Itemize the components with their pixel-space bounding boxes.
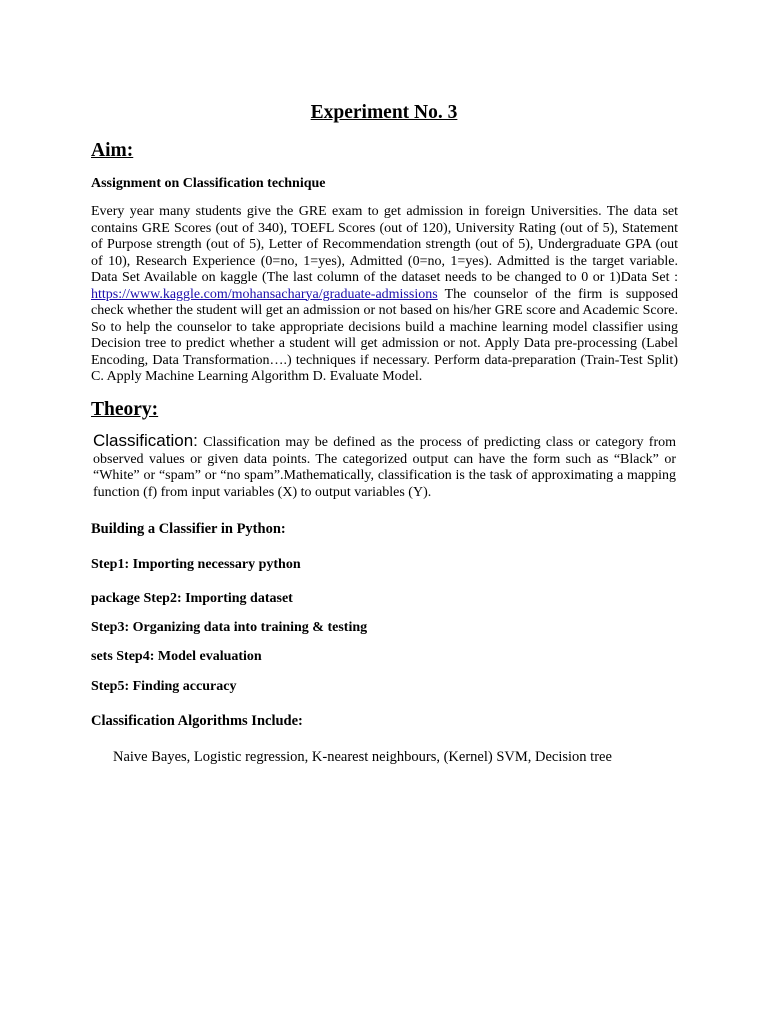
aim-text-before-link: Every year many students give the GRE exam to get admission in foreign Universities. The data set contains GRE Scores (out of 340), TOEFL Scores (out of 120), University Rating (out of 5), Statement of Purpose strength (out of 5), Letter of Recommendation strength (out of 5), Undergraduate GPA (out of 10), Research Experience (0=no, 1=yes), Admitted (0=no, 1=yes). Admitted is the target variable. Data Set Available on kaggle (The last column of the dataset needs to be changed to 0 or 1)Data Set : xyxy=(91,204,678,285)
aim-paragraph xyxy=(91,204,678,386)
step-line-2: package Step2: Importing dataset xyxy=(91,591,293,606)
step-line-1: Step1: Importing necessary python xyxy=(91,557,301,572)
step-line-5: Step5: Finding accuracy xyxy=(91,679,237,694)
classification-definition: Classification may be defined as the process of predicting class or category from observed values or given data points. The categorized output can have the form such as “Black” or “White” or “spam” or “no spam”.Mathematically, classification is the task of approximating a mapping function (f) from input variables (X) to output variables (Y). xyxy=(93,435,676,500)
step-line-4: sets Step4: Model evaluation xyxy=(91,649,262,664)
aim-subheading: Assignment on Classification technique xyxy=(91,176,326,191)
aim-heading: Aim: xyxy=(91,140,134,161)
document-title: Experiment No. 3 xyxy=(310,102,458,123)
classification-term: Classification: xyxy=(93,431,198,450)
algorithms-list: Naive Bayes, Logistic regression, K-nearest neighbours, (Kernel) SVM, Decision tree xyxy=(113,749,612,765)
kaggle-dataset-link[interactable]: https://www.kaggle.com/mohansacharya/graduate-admissions xyxy=(91,286,438,302)
algorithms-heading: Classification Algorithms Include: xyxy=(91,713,303,729)
building-classifier-heading: Building a Classifier in Python: xyxy=(91,521,286,537)
theory-heading: Theory: xyxy=(91,399,159,420)
step-line-3: Step3: Organizing data into training & testing xyxy=(91,620,368,635)
classification-paragraph xyxy=(93,433,676,501)
aim-text-after-link: The counselor of the firm is supposed check whether the student will get an admission or not based on his/her GRE score and Academic Score. So to help the counselor to take appropriate decisions build a machine learning model classifier using Decision tree to predict whether a student will get admission or not. Apply Data pre-processing (Label Encoding, Data Transformation….) techniques if necessary. Perform data-preparation (Train-Test Split) C. Apply Machine Learning Algorithm D. Evaluate Model. xyxy=(91,286,678,384)
